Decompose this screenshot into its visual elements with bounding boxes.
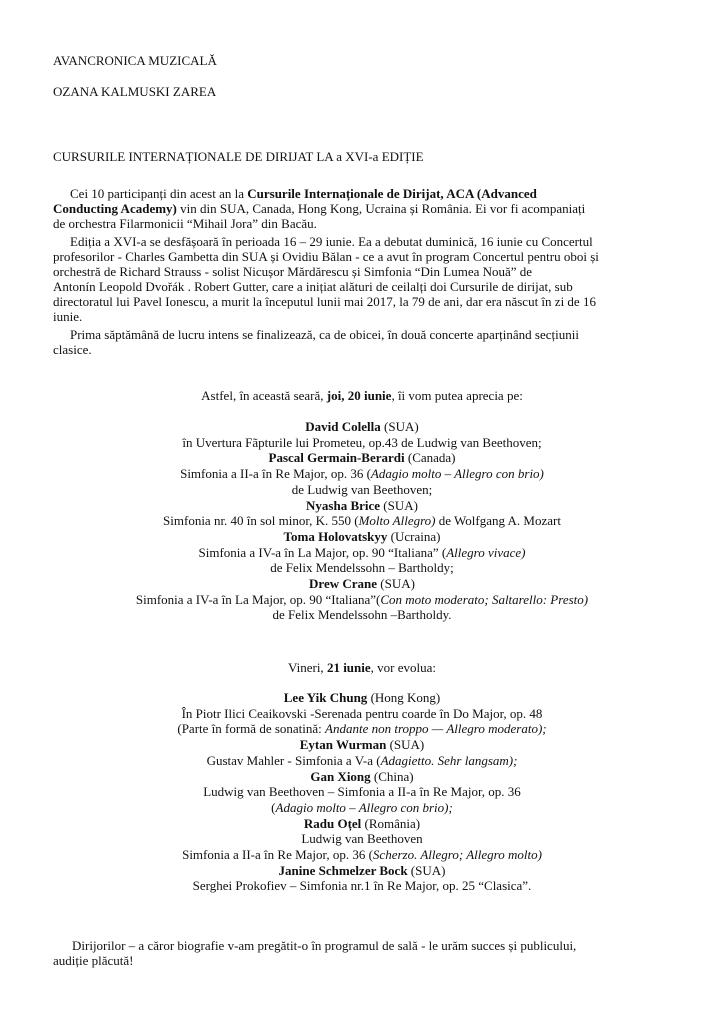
closing-line2: audiție plăcută!	[53, 953, 134, 968]
tempo-marking: Scherzo. Allegro; Allegro molto)	[372, 847, 542, 862]
conductor-country: (România)	[361, 815, 421, 831]
program-text: Gustav Mahler - Simfonia a V-a (	[206, 752, 381, 768]
program-line	[0, 592, 724, 607]
conductor-name-text: David Colella	[305, 419, 381, 434]
program-line	[0, 513, 724, 528]
intro-p1-line3: de orchestra Filarmonicii “Mihail Jora” din Bacău.	[53, 216, 317, 231]
conductor-name-text: Pascal Germain-Berardi	[268, 450, 405, 466]
intro-p2-line4: Antonín Leopold Dvořák . Robert Gutter, care a inițiat alături de ceilalți doi Cursurile de dirijat, sub	[53, 279, 573, 294]
intro-p2-line6: iunie.	[53, 309, 83, 324]
conductor-name	[0, 863, 724, 878]
concert2-lead: Vineri, 21 iunie, vor evolua:	[288, 660, 436, 675]
conductor-country: (SUA)	[386, 737, 425, 753]
intro-p3-line1: Prima săptămână de lucru intens se finalizează, ca de obicei, în două concerte aparținând secțiunii	[70, 327, 579, 342]
program-line	[0, 706, 724, 721]
column-heading: AVANCRONICA MUZICALĂ	[53, 53, 217, 68]
conductor-name	[0, 529, 724, 544]
program-text: Ludwig van Beethoven	[301, 831, 423, 847]
program-line	[0, 753, 724, 768]
program-text: de Felix Mendelssohn – Bartholdy;	[270, 560, 454, 576]
program-text: Simfonia a IV-a în La Major, op. 90 “Italiana” (	[198, 544, 447, 560]
program-line	[0, 800, 724, 815]
intro-p2-line2: profesorilor - Charles Gambetta din SUA și Ovidiu Bălan - ce a avut în program Concertul pentru oboi și	[53, 249, 599, 264]
program-text: (	[271, 799, 276, 815]
intro-p2-line1: Ediția a XVI-a se desfășoară în perioada 16 – 29 iunie. Ea a debutat duminică, 16 iunie cu Concertul	[70, 234, 593, 249]
program-text: Simfonia a IV-a în La Major, op. 90 “Italiana”(	[135, 591, 381, 607]
conductor-name	[0, 737, 724, 752]
program-line	[0, 878, 724, 893]
program-text: de Felix Mendelssohn –Bartholdy.	[272, 607, 452, 623]
tempo-marking: Allegro vivace)	[446, 544, 526, 560]
conductor-country: (Hong Kong)	[367, 690, 441, 705]
conductor-country: (SUA)	[377, 576, 415, 591]
program-line	[0, 482, 724, 497]
program-line	[0, 831, 724, 846]
closing-line1: Dirijorilor – a căror biografie v-am pregătit-o în programul de sală - le urăm succes și publicului,	[72, 938, 577, 953]
conductor-name-text: Lee Yik Chung	[283, 690, 368, 705]
conductor-name	[0, 419, 724, 434]
intro-p2-line5: directoratul lui Pavel Ionescu, a murit la începutul lunii mai 2017, la 79 de ani, dar era născut în zi de 16	[53, 294, 596, 309]
program-line	[0, 847, 724, 862]
program-line	[0, 545, 724, 560]
program-text: Ludwig van Beethoven – Simfonia a II-a în Re Major, op. 36	[203, 784, 521, 800]
program-line	[0, 607, 724, 622]
conductor-country: (China)	[370, 768, 414, 784]
program-line	[0, 466, 724, 481]
conductor-name	[0, 498, 724, 513]
program-text: Simfonia a II-a în Re Major, op. 36 (	[182, 847, 373, 862]
program-text: în Uvertura Fãpturile lui Prometeu, op.43 de Ludwig van Beethoven;	[182, 434, 542, 450]
conductor-name	[0, 576, 724, 591]
conductor-name-text: Toma Holovatskyy	[283, 528, 388, 544]
conductor-name-text: Eytan Wurman	[299, 737, 387, 753]
intro-p1-line1: Cei 10 participanți din acest an la Cursurile Internaționale de Dirijat, ACA (Advanced	[70, 186, 537, 201]
program-line	[0, 560, 724, 575]
conductor-name	[0, 816, 724, 831]
program-text: de Ludwig van Beethoven;	[291, 481, 433, 497]
conductor-country: (Ucraina)	[387, 528, 441, 544]
intro-p1-line2: Conducting Academy) vin din SUA, Canada, Hong Kong, Ucraina și România. Ei vor fi acompaniați	[53, 201, 586, 216]
conductor-name	[0, 450, 724, 465]
program-line	[0, 784, 724, 799]
program-text: În Piotr Ilici Ceaikovski -Serenada pentru coarde în Do Major, op. 48	[181, 705, 543, 721]
author-name: OZANA KALMUSKI ZAREA	[53, 84, 217, 99]
conductor-country: (SUA)	[407, 862, 446, 878]
conductor-name-text: Nyasha Brice	[306, 497, 381, 513]
program-text: Simfonia nr. 40 în sol minor, K. 550 (	[163, 513, 359, 529]
conductor-country: (SUA)	[380, 497, 418, 513]
concert1-lead: Astfel, în această seară, joi, 20 iunie, îi vom putea aprecia pe:	[201, 388, 523, 403]
tempo-marking: Molto Allegro)	[358, 513, 436, 529]
program-text: Simfonia a II-a în Re Major, op. 36 (	[180, 466, 371, 482]
tempo-marking: Adagietto. Sehr langsam);	[380, 752, 518, 768]
conductor-name	[0, 690, 724, 705]
tempo-marking: Adagio molto – Allegro con brio);	[275, 799, 453, 815]
tempo-marking: Adagio molto – Allegro con brio)	[370, 466, 544, 482]
program-text: Serghei Prokofiev – Simfonia nr.1 în Re Major, op. 25 “Clasica”.	[192, 878, 532, 894]
conductor-country: (Canada)	[404, 450, 456, 466]
intro-p2-line3: orchestră de Richard Strauss - solist Nicușor Mărdărescu și Simfonia “Din Lumea Nouă” de	[53, 264, 533, 279]
program-line	[0, 435, 724, 450]
tempo-marking: Con moto moderato; Saltarello: Presto)	[380, 591, 589, 607]
tempo-marking: Andante non troppo — Allegro moderato);	[325, 721, 547, 737]
conductor-name-text: Radu Oțel	[303, 815, 362, 831]
conductor-name-text: Janine Schmelzer Bock	[278, 862, 408, 878]
article-title: CURSURILE INTERNAȚIONALE DE DIRIJAT LA a XVI-a EDIȚIE	[53, 149, 424, 164]
intro-p3-line2: clasice.	[53, 342, 92, 357]
program-line	[0, 721, 724, 736]
conductor-name-text: Gan Xiong	[310, 768, 371, 784]
conductor-name-text: Drew Crane	[309, 576, 378, 591]
program-text-tail: de Wolfgang A. Mozart	[435, 513, 561, 529]
program-text: (Parte în formă de sonatină:	[177, 721, 326, 737]
conductor-country: (SUA)	[380, 419, 419, 434]
conductor-name	[0, 769, 724, 784]
